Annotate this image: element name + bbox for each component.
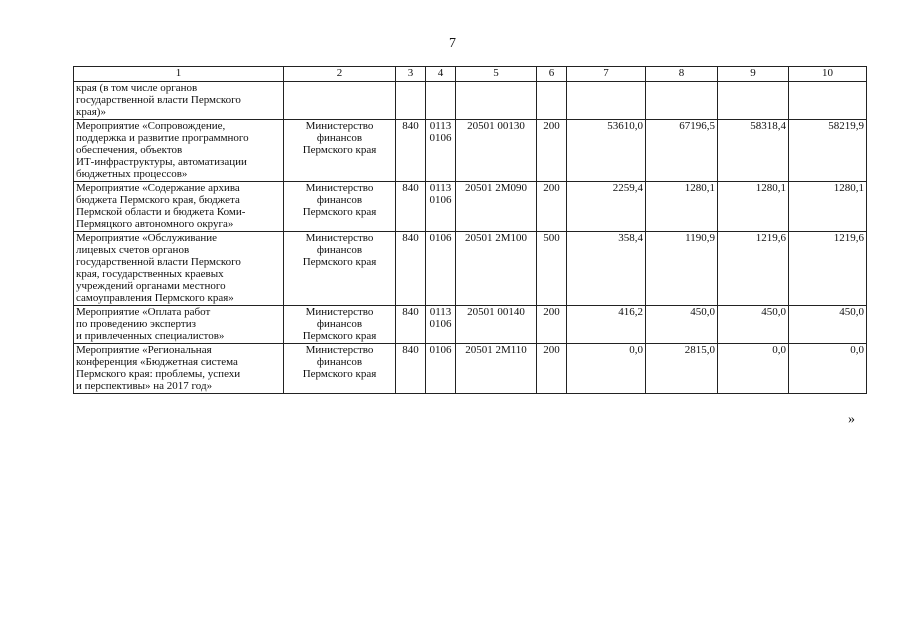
executor-cell-line: Министерство <box>305 120 374 132</box>
ministry-code-cell <box>396 82 426 120</box>
section-code-cell <box>426 182 456 232</box>
activity-name-cell-line: края (в том числе органов <box>76 82 198 94</box>
ministry-code-cell: 840 <box>396 306 426 344</box>
activity-name-cell-line: самоуправления Пермского края» <box>76 292 234 304</box>
activity-name-cell-line: края)» <box>76 106 106 118</box>
column-header: 2 <box>284 67 396 82</box>
expense-type-cell: 200 <box>537 120 567 182</box>
amount-col8-cell: 450,0 <box>646 306 718 344</box>
amount-col8-cell <box>646 82 718 120</box>
amount-col8-cell: 67196,5 <box>646 120 718 182</box>
executor-cell-line: финансов <box>316 132 363 144</box>
closing-quote: » <box>848 412 855 427</box>
column-header: 5 <box>456 67 537 82</box>
table-header-row <box>74 67 867 82</box>
executor-cell <box>284 306 396 344</box>
amount-col7-cell: 2259,4 <box>567 182 646 232</box>
table-row <box>74 120 867 182</box>
expense-type-cell: 200 <box>537 344 567 394</box>
ministry-code-cell: 840 <box>396 182 426 232</box>
activity-name-cell <box>74 120 284 182</box>
amount-col7-cell <box>567 82 646 120</box>
executor-cell-line: Министерство <box>305 232 374 244</box>
table-row <box>74 82 867 120</box>
executor-cell-line: Пермского края <box>302 368 377 380</box>
amount-col7-cell: 416,2 <box>567 306 646 344</box>
activity-name-cell-line: бюджетных процессов» <box>76 168 188 180</box>
column-header: 7 <box>567 67 646 82</box>
expense-type-cell: 500 <box>537 232 567 306</box>
amount-col7-cell: 358,4 <box>567 232 646 306</box>
activity-name-cell-line: государственной власти Пермского <box>76 256 241 268</box>
amount-col9-cell: 450,0 <box>718 306 789 344</box>
table-row <box>74 232 867 306</box>
activity-name-cell-line: края, государственных краевых <box>76 268 224 280</box>
amount-col10-cell: 58219,9 <box>789 120 867 182</box>
target-article-cell: 20501 2М110 <box>456 344 537 394</box>
executor-cell-line: финансов <box>316 244 363 256</box>
amount-col7-cell: 0,0 <box>567 344 646 394</box>
budget-activities-table <box>73 66 867 394</box>
amount-col8-cell: 1280,1 <box>646 182 718 232</box>
activity-name-cell <box>74 182 284 232</box>
amount-col7-cell: 53610,0 <box>567 120 646 182</box>
activity-name-cell-line: учреждений органами местного <box>76 280 226 292</box>
activity-name-cell-line: поддержка и развитие программного <box>76 132 249 144</box>
activity-name-cell <box>74 344 284 394</box>
section-code-cell <box>426 120 456 182</box>
amount-col10-cell: 1280,1 <box>789 182 867 232</box>
table-row <box>74 182 867 232</box>
target-article-cell: 20501 2М100 <box>456 232 537 306</box>
executor-cell-line: Пермского края <box>302 206 377 218</box>
executor-cell-line: Министерство <box>305 344 374 356</box>
ministry-code-cell: 840 <box>396 232 426 306</box>
executor-cell <box>284 232 396 306</box>
column-header: 6 <box>537 67 567 82</box>
amount-col10-cell: 450,0 <box>789 306 867 344</box>
activity-name-cell-line: по проведению экспертиз <box>76 318 196 330</box>
activity-name-cell-line: и перспективы» на 2017 год» <box>76 380 213 392</box>
section-code-cell-line: 0106 <box>429 132 452 144</box>
executor-cell-line: финансов <box>316 356 363 368</box>
activity-name-cell-line: ИТ-инфраструктуры, автоматизации <box>76 156 247 168</box>
activity-name-cell-line: Мероприятие «Содержание архива <box>76 182 240 194</box>
amount-col9-cell: 0,0 <box>718 344 789 394</box>
activity-name-cell <box>74 82 284 120</box>
executor-cell-line: Пермского края <box>302 144 377 156</box>
executor-cell-line: Министерство <box>305 182 374 194</box>
section-code-cell <box>426 344 456 394</box>
activity-name-cell-line: Мероприятие «Региональная <box>76 344 212 356</box>
activity-name-cell-line: и привлеченных специалистов» <box>76 330 225 342</box>
activity-name-cell-line: лицевых счетов органов <box>76 244 190 256</box>
column-header: 1 <box>74 67 284 82</box>
column-header: 8 <box>646 67 718 82</box>
section-code-cell-line: 0106 <box>429 318 452 330</box>
amount-col8-cell: 1190,9 <box>646 232 718 306</box>
target-article-cell: 20501 00130 <box>456 120 537 182</box>
amount-col9-cell: 1219,6 <box>718 232 789 306</box>
activity-name-cell-line: обеспечения, объектов <box>76 144 183 156</box>
activity-name-cell-line: Мероприятие «Обслуживание <box>76 232 218 244</box>
executor-cell <box>284 344 396 394</box>
activity-name-cell <box>74 306 284 344</box>
section-code-cell-line: 0113 <box>429 182 452 194</box>
activity-name-cell-line: Мероприятие «Сопровождение, <box>76 120 226 132</box>
executor-cell <box>284 182 396 232</box>
amount-col10-cell: 0,0 <box>789 344 867 394</box>
executor-cell <box>284 82 396 120</box>
ministry-code-cell: 840 <box>396 120 426 182</box>
column-header: 3 <box>396 67 426 82</box>
section-code-cell-line: 0106 <box>429 194 452 206</box>
activity-name-cell-line: Пермской области и бюджета Коми- <box>76 206 246 218</box>
executor-cell-line: Министерство <box>305 306 374 318</box>
activity-name-cell-line: государственной власти Пермского <box>76 94 241 106</box>
executor-cell-line: финансов <box>316 194 363 206</box>
executor-cell-line: Пермского края <box>302 330 377 342</box>
expense-type-cell <box>537 82 567 120</box>
table-body <box>74 82 867 394</box>
section-code-cell <box>426 82 456 120</box>
target-article-cell <box>456 82 537 120</box>
section-code-cell <box>426 232 456 306</box>
table-row <box>74 306 867 344</box>
amount-col9-cell: 58318,4 <box>718 120 789 182</box>
page-number: 7 <box>449 36 456 51</box>
executor-cell-line: Пермского края <box>302 256 377 268</box>
column-header: 10 <box>789 67 867 82</box>
section-code-cell <box>426 306 456 344</box>
amount-col10-cell <box>789 82 867 120</box>
activity-name-cell-line: Мероприятие «Оплата работ <box>76 306 211 318</box>
executor-cell <box>284 120 396 182</box>
ministry-code-cell: 840 <box>396 344 426 394</box>
column-header: 9 <box>718 67 789 82</box>
activity-name-cell-line: Пермяцкого автономного округа» <box>76 218 234 230</box>
section-code-cell-line: 0106 <box>429 344 452 356</box>
amount-col10-cell: 1219,6 <box>789 232 867 306</box>
target-article-cell: 20501 00140 <box>456 306 537 344</box>
activity-name-cell-line: Пермского края: проблемы, успехи <box>76 368 241 380</box>
amount-col8-cell: 2815,0 <box>646 344 718 394</box>
amount-col9-cell: 1280,1 <box>718 182 789 232</box>
amount-col9-cell <box>718 82 789 120</box>
target-article-cell: 20501 2М090 <box>456 182 537 232</box>
section-code-cell-line: 0113 <box>429 120 452 132</box>
activity-name-cell-line: бюджета Пермского края, бюджета <box>76 194 240 206</box>
executor-cell-line: финансов <box>316 318 363 330</box>
table-row <box>74 344 867 394</box>
column-header: 4 <box>426 67 456 82</box>
expense-type-cell: 200 <box>537 182 567 232</box>
activity-name-cell <box>74 232 284 306</box>
section-code-cell-line: 0106 <box>429 232 452 244</box>
activity-name-cell-line: конференция «Бюджетная система <box>76 356 238 368</box>
section-code-cell-line: 0113 <box>429 306 452 318</box>
expense-type-cell: 200 <box>537 306 567 344</box>
